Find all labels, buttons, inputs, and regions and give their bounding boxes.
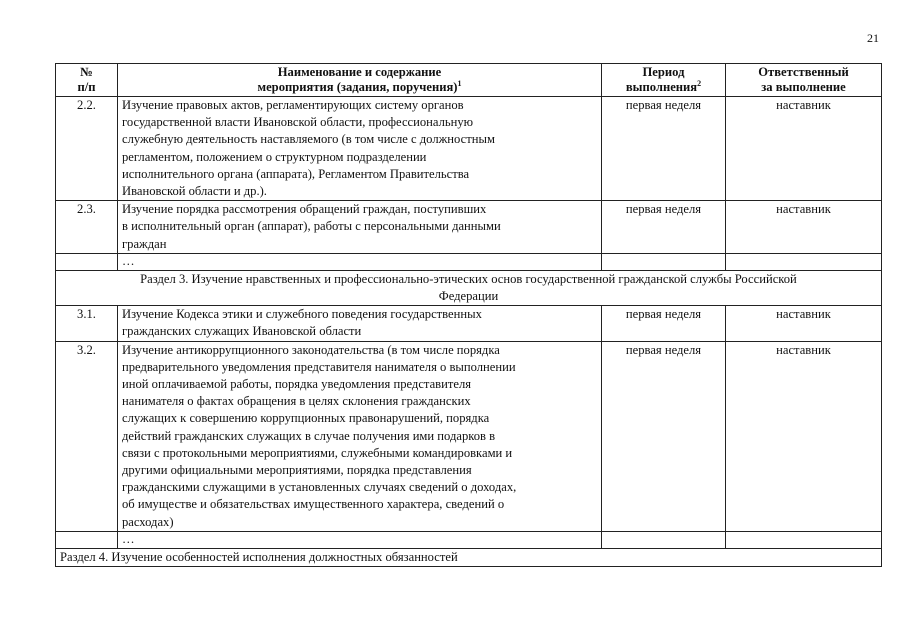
activity-line: иной оплачиваемой работы, порядка уведомления представителя [122,377,472,392]
section-title [56,548,882,566]
row-responsible: наставник [726,341,882,531]
row-period: первая неделя [602,341,726,531]
activity-line: в исполнительный орган (аппарат), работы с персональными данными [122,219,501,234]
table-header-row [56,64,882,97]
activity-line: государственной власти Ивановской области, профессиональную [122,115,474,130]
activity-line: служебную деятельность наставляемого (в том числе с должностным [122,132,495,147]
section-title [56,270,882,305]
activity-line: об имуществе и обязательствах имущественного характера, сведений о [122,497,505,512]
table-row [56,341,882,531]
ellipsis-cell-period [602,253,726,270]
header-responsible [726,64,882,97]
header-name-line-2 [122,80,597,95]
section-title-line: Федерации [438,289,499,304]
header-responsible-line-1: Ответственный [758,65,849,79]
row-period: первая неделя [602,201,726,254]
ellipsis-cell-name: … [118,531,602,548]
row-period: первая неделя [602,306,726,341]
activity-line: граждан [122,236,167,251]
ellipsis-cell-period [602,531,726,548]
activity-line: Изучение порядка рассмотрения обращений граждан, поступивших [122,202,487,217]
header-name-line-1: Наименование и содержание [277,65,442,79]
activity-line: гражданскими служащими в установленных случаях сведений о доходах, [122,480,517,495]
activity-line: гражданских служащих Ивановской области [122,324,362,339]
activity-line: Ивановской области и др.). [122,184,267,199]
row-number: 2.3. [56,201,118,254]
ellipsis-cell-num [56,253,118,270]
footnote-mark-2: 2 [697,79,702,88]
row-responsible: наставник [726,306,882,341]
ellipsis-cell-resp [726,531,882,548]
activity-line: служащих к совершению коррупционных правонарушений, порядка [122,411,490,426]
row-activity [118,97,602,201]
header-num-line-2: п/п [77,80,96,94]
header-period-line-2-text: выполнения [625,80,698,94]
activity-line: связи с протокольными мероприятиями, служебными командировками и [122,445,513,460]
page-number: 21 [867,31,879,45]
row-number: 2.2. [56,97,118,201]
activity-line: другими официальными мероприятиями, порядка представления [122,463,472,478]
ellipsis-row [56,253,882,270]
activity-line: предварительного уведомления представителя нанимателя о выполнении [122,359,516,374]
ellipsis-cell-num [56,531,118,548]
table-row [56,306,882,341]
row-activity [118,201,602,254]
section-title-line: Раздел 3. Изучение нравственных и профессионально-этических основ государственной гражданской службы Российской [140,271,797,286]
table-row [56,201,882,254]
table-row [56,97,882,201]
header-name-line-2-text: мероприятия (задания, поручения) [257,80,458,94]
header-period-line-1: Период [642,65,685,79]
activity-line: расходах) [122,514,174,529]
activity-line: Изучение Кодекса этики и служебного поведения государственных [122,307,482,322]
header-num [56,64,118,97]
row-activity [118,306,602,341]
activity-line: Изучение правовых актов, регламентирующих систему органов [122,98,464,112]
ellipsis-cell-resp [726,253,882,270]
activity-line: Изучение антикоррупционного законодательства (в том числе порядка [122,342,500,357]
row-responsible: наставник [726,201,882,254]
row-number: 3.2. [56,341,118,531]
header-responsible-line-2: за выполнение [761,80,846,94]
header-name [118,64,602,97]
ellipsis-cell-name: … [118,253,602,270]
section-title-line: Раздел 4. Изучение особенностей исполнения должностных обязанностей [60,549,458,564]
row-activity [118,341,602,531]
header-num-line-1: № [80,65,93,79]
footnote-mark-1: 1 [457,79,462,88]
header-period [602,64,726,97]
row-number: 3.1. [56,306,118,341]
activity-line: исполнительного органа (аппарата), Регламентом Правительства [122,166,470,181]
row-period: первая неделя [602,97,726,201]
section-row [56,270,882,305]
table-body [56,97,882,567]
activity-line: нанимателя о фактах обращения в целях склонения гражданских [122,394,471,409]
activity-line: регламентом, положением о структурном подразделении [122,149,427,164]
header-period-line-2 [606,80,721,95]
activity-line: действий гражданских служащих в случае получения ими подарков в [122,428,496,443]
section-row [56,548,882,566]
mentoring-plan-table [55,63,882,567]
ellipsis-row [56,531,882,548]
row-responsible: наставник [726,97,882,201]
